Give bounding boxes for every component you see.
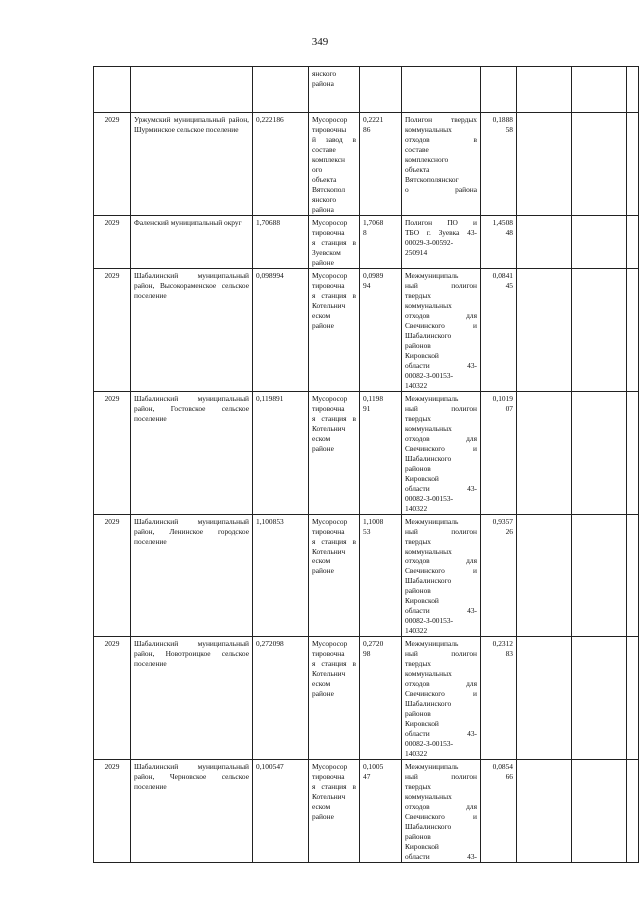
object-line: Вятскополянског (405, 174, 459, 184)
station-line: Мусоросор (312, 516, 348, 526)
value2-cell (360, 760, 402, 863)
object-line: Кировской (405, 473, 439, 483)
object-line: Шабалинского (405, 453, 452, 463)
station-line: еском (312, 679, 331, 689)
empty-cell (517, 268, 572, 391)
station-line: ого (312, 164, 323, 174)
empty-cell (572, 637, 627, 760)
object-line: твердых (405, 413, 431, 423)
station-line: еском (312, 433, 331, 443)
value3-cell (481, 514, 517, 637)
value3-line: 0,0841 (492, 270, 513, 280)
station-line: составе (312, 144, 336, 154)
station-line: я станция в (312, 659, 356, 669)
table-row (94, 268, 639, 391)
station-line: Вятскопол (312, 184, 346, 194)
object-line: Полигон твердых (405, 115, 477, 124)
table-row (94, 637, 639, 760)
object-line: ный полигон (405, 403, 477, 413)
table-row (94, 514, 639, 637)
value2-line: 94 (363, 280, 371, 290)
object-line: ный полигон (405, 280, 477, 290)
value3-line: 0,0854 (492, 762, 513, 772)
station-cell (309, 113, 360, 216)
station-line: Мусоросор (312, 270, 348, 280)
empty-cell (627, 637, 639, 760)
object-line: составе (405, 144, 429, 154)
empty-cell (517, 67, 572, 113)
object-line: области 43- (405, 729, 477, 739)
station-line: Мусоросор (312, 762, 348, 772)
empty-cell (572, 760, 627, 863)
object-line: 00082-З-00153- (405, 616, 454, 626)
object-line: Полигон ПО и (405, 218, 477, 227)
object-line: 140322 (405, 749, 428, 759)
year-cell (94, 67, 131, 113)
year-cell: 2029 (94, 514, 131, 637)
empty-cell (572, 514, 627, 637)
object-line: районов (405, 340, 431, 350)
object-line: Свечинского и (405, 443, 477, 453)
object-line: коммунальных (405, 669, 452, 679)
station-line: районе (312, 443, 334, 453)
object-cell (402, 391, 481, 514)
object-line: районов (405, 586, 431, 596)
object-line: коммунальных (405, 300, 452, 310)
object-line: ТБО г. Зуевка 43- (405, 227, 477, 237)
station-line: Котельнич (312, 669, 346, 679)
station-line: я станция в (312, 782, 356, 792)
empty-cell (572, 67, 627, 113)
object-line: твердых (405, 659, 431, 669)
object-cell (402, 268, 481, 391)
object-line: ный полигон (405, 772, 477, 782)
year-cell: 2029 (94, 637, 131, 760)
value2-line: 1,1008 (363, 516, 384, 526)
municipality-cell: Шабалинский муниципальный район, Новотроицкое сельское поселение (131, 637, 253, 760)
empty-cell (572, 268, 627, 391)
station-cell (309, 514, 360, 637)
object-cell (402, 760, 481, 863)
station-cell (309, 760, 360, 863)
empty-cell (627, 391, 639, 514)
object-line: коммунальных (405, 423, 452, 433)
empty-cell (572, 216, 627, 269)
object-line: отходов для (405, 556, 477, 566)
station-line: Мусоросор (312, 393, 348, 403)
value3-cell (481, 760, 517, 863)
station-line: района (312, 78, 334, 88)
municipality-cell (131, 67, 253, 113)
object-line: отходов для (405, 679, 477, 689)
station-line: тировочна (312, 772, 345, 782)
station-line: районе (312, 812, 334, 822)
year-cell: 2029 (94, 760, 131, 863)
station-line: Котельнич (312, 792, 346, 802)
object-line: Шабалинского (405, 699, 452, 709)
station-line: еском (312, 802, 331, 812)
object-line: 250914 (405, 247, 428, 257)
object-line: твердых (405, 290, 431, 300)
object-line: 00082-З-00153- (405, 739, 454, 749)
station-line: еском (312, 556, 331, 566)
station-line: Котельнич (312, 546, 346, 556)
object-line: коммунальных (405, 124, 452, 134)
value2-cell (360, 637, 402, 760)
object-line: Межмуниципаль (405, 639, 459, 649)
value3-line: 07 (505, 403, 513, 413)
object-line: 140322 (405, 503, 428, 513)
value3-line: 0,2312 (492, 639, 513, 649)
value3-line: 45 (505, 280, 513, 290)
object-line: ный полигон (405, 526, 477, 536)
object-line: отходов для (405, 310, 477, 320)
empty-cell (627, 760, 639, 863)
station-line: Мусоросор (312, 218, 348, 227)
object-line: Межмуниципаль (405, 270, 459, 280)
value2-line: 91 (363, 403, 371, 413)
object-line: коммунальных (405, 792, 452, 802)
value3-cell (481, 268, 517, 391)
station-line: я станция в (312, 290, 356, 300)
table-row-continuation (94, 67, 639, 113)
value2-line: 8 (363, 227, 367, 237)
object-line: коммунальных (405, 546, 452, 556)
value3-line: 48 (505, 227, 513, 237)
value3-cell (481, 216, 517, 269)
empty-cell (627, 113, 639, 216)
empty-cell (517, 391, 572, 514)
value3-line: 0,9357 (492, 516, 513, 526)
value2-cell (360, 268, 402, 391)
empty-cell (517, 216, 572, 269)
value2-line: 0,0989 (363, 270, 384, 280)
value2-line: 0,2221 (363, 115, 384, 124)
station-line: тировочна (312, 280, 345, 290)
object-line: о района (405, 184, 477, 194)
station-line: тировочна (312, 227, 345, 237)
station-line: Котельнич (312, 423, 346, 433)
station-cell (309, 216, 360, 269)
station-line: Зуевском (312, 247, 341, 257)
value1-cell (253, 67, 309, 113)
value2-cell (360, 113, 402, 216)
year-cell: 2029 (94, 113, 131, 216)
value3-cell (481, 67, 517, 113)
object-line: Кировской (405, 350, 439, 360)
station-line: районе (312, 257, 334, 267)
object-line: области 43- (405, 852, 477, 862)
object-line: твердых (405, 536, 431, 546)
value3-line: 26 (505, 526, 513, 536)
value3-line: 1,4508 (492, 218, 513, 227)
object-line: твердых (405, 782, 431, 792)
value3-line: 0,1888 (492, 115, 513, 124)
object-line: районов (405, 709, 431, 719)
station-cell (309, 391, 360, 514)
object-line: Свечинского и (405, 812, 477, 822)
value3-cell (481, 391, 517, 514)
object-line: 00082-З-00153- (405, 370, 454, 380)
object-line: области 43- (405, 483, 477, 493)
value2-cell (360, 216, 402, 269)
object-line: отходов для (405, 433, 477, 443)
station-line: тировочна (312, 403, 345, 413)
object-line: 140322 (405, 626, 428, 636)
station-line: янского (312, 69, 337, 78)
station-line: тировочны (312, 124, 347, 134)
table-row (94, 391, 639, 514)
value1-cell: 0,119891 (253, 391, 309, 514)
station-cell (309, 637, 360, 760)
station-line: я станция в (312, 413, 356, 423)
table-row (94, 760, 639, 863)
object-line: Кировской (405, 842, 439, 852)
station-line: Котельнич (312, 300, 346, 310)
value1-cell: 0,272098 (253, 637, 309, 760)
object-line: Шабалинского (405, 576, 452, 586)
station-line: районе (312, 320, 334, 330)
object-line: Шабалинского (405, 822, 452, 832)
object-line: районов (405, 463, 431, 473)
empty-cell (517, 637, 572, 760)
object-line: районов (405, 832, 431, 842)
empty-cell (627, 268, 639, 391)
station-line: й завод в (312, 134, 356, 144)
object-line: Кировской (405, 596, 439, 606)
object-line: Кировской (405, 719, 439, 729)
empty-cell (627, 514, 639, 637)
object-line: ный полигон (405, 649, 477, 659)
value2-cell (360, 391, 402, 514)
value3-line: 58 (505, 124, 513, 134)
municipality-cell: Шабалинский муниципальный район, Гостовское сельское поселение (131, 391, 253, 514)
municipality-cell: Фаленский муниципальный округ (131, 216, 253, 269)
object-line: Свечинского и (405, 320, 477, 330)
object-line: отходов для (405, 802, 477, 812)
object-cell (402, 216, 481, 269)
object-line: отходов в (405, 134, 477, 144)
empty-cell (517, 514, 572, 637)
municipality-cell: Шабалинский муниципальный район, Высокораменское сельское поселение (131, 268, 253, 391)
station-cell (309, 67, 360, 113)
value2-line: 1,7068 (363, 218, 384, 227)
object-cell (402, 514, 481, 637)
value3-cell (481, 637, 517, 760)
value1-cell: 0,100547 (253, 760, 309, 863)
value2-line: 0,1198 (363, 393, 384, 403)
value2-line: 0,1005 (363, 762, 384, 772)
table-row (94, 113, 639, 216)
object-line: Межмуниципаль (405, 516, 459, 526)
station-line: района (312, 204, 334, 214)
object-line: области 43- (405, 606, 477, 616)
object-cell (402, 637, 481, 760)
object-line: области 43- (405, 360, 477, 370)
station-line: янского (312, 194, 337, 204)
value2-line: 53 (363, 526, 371, 536)
value3-line: 66 (505, 772, 513, 782)
value1-cell: 0,222186 (253, 113, 309, 216)
empty-cell (572, 113, 627, 216)
object-line: 140322 (405, 380, 428, 390)
object-line: Межмуниципаль (405, 762, 459, 772)
object-cell (402, 113, 481, 216)
value1-cell: 1,70688 (253, 216, 309, 269)
value3-line: 0,1019 (492, 393, 513, 403)
station-line: районе (312, 689, 334, 699)
object-line: комплексного (405, 154, 449, 164)
empty-cell (627, 216, 639, 269)
station-line: Мусоросор (312, 639, 348, 649)
value2-line: 0,2720 (363, 639, 384, 649)
empty-cell (517, 113, 572, 216)
object-line: объекта (405, 164, 430, 174)
value3-line: 83 (505, 649, 513, 659)
object-line: Межмуниципаль (405, 393, 459, 403)
station-line: тировочна (312, 649, 345, 659)
value2-cell (360, 67, 402, 113)
station-line: комплексн (312, 154, 346, 164)
object-line: Шабалинского (405, 330, 452, 340)
station-line: я станция в (312, 237, 356, 247)
year-cell: 2029 (94, 391, 131, 514)
station-line: тировочна (312, 526, 345, 536)
municipality-cell: Уржумский муниципальный район, Шурминское сельское поселение (131, 113, 253, 216)
value2-line: 98 (363, 649, 371, 659)
year-cell: 2029 (94, 216, 131, 269)
year-cell: 2029 (94, 268, 131, 391)
value1-cell: 0,098994 (253, 268, 309, 391)
page-number: 349 (311, 36, 329, 48)
station-line: объекта (312, 174, 337, 184)
empty-cell (572, 391, 627, 514)
station-line: я станция в (312, 536, 356, 546)
value2-cell (360, 514, 402, 637)
object-line: Свечинского и (405, 566, 477, 576)
station-cell (309, 268, 360, 391)
object-line: Свечинского и (405, 689, 477, 699)
empty-cell (627, 67, 639, 113)
empty-cell (517, 760, 572, 863)
municipality-cell: Шабалинский муниципальный район, Черновское сельское поселение (131, 760, 253, 863)
station-line: еском (312, 310, 331, 320)
station-line: Мусоросор (312, 115, 348, 124)
value1-cell: 1,100853 (253, 514, 309, 637)
value2-line: 47 (363, 772, 371, 782)
table-row (94, 216, 639, 269)
object-line: 00029-З-00592- (405, 237, 454, 247)
municipality-cell: Шабалинский муниципальный район, Ленинское городское поселение (131, 514, 253, 637)
value2-line: 86 (363, 124, 371, 134)
value3-cell (481, 113, 517, 216)
object-cell (402, 67, 481, 113)
station-line: районе (312, 566, 334, 576)
object-line: 00082-З-00153- (405, 493, 454, 503)
waste-flow-table (93, 66, 639, 863)
